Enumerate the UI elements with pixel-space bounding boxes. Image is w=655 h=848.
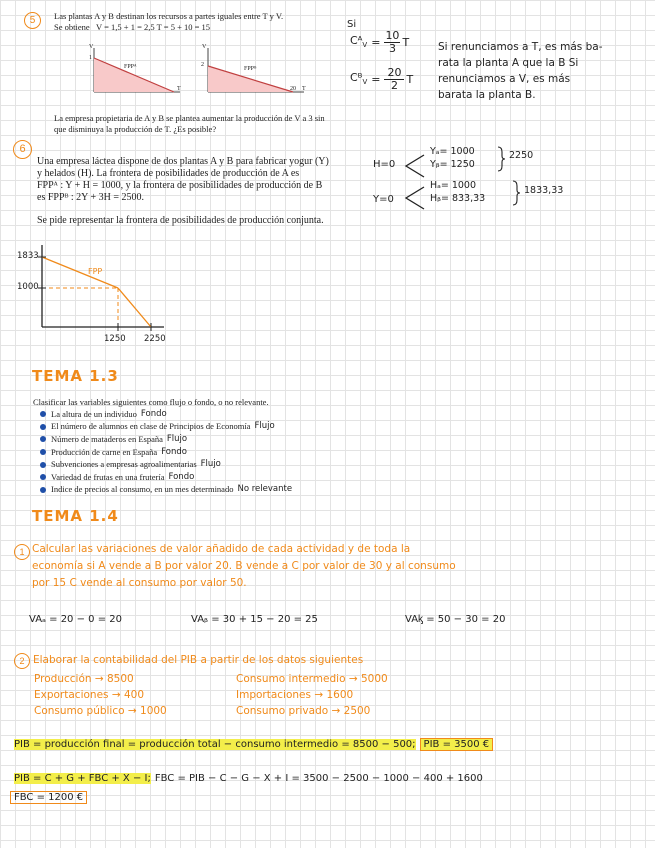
exercise-5-question: La empresa propietaria de A y B se plantea aumentar la producción de V a 3 sin que disminuya la producción de T. ¿Es posible? — [54, 113, 325, 134]
fpp-b-y-tick: 2 — [201, 62, 204, 68]
fpp-a-y-tick: 1 — [89, 55, 92, 61]
fpp-b-x-tick: 20 — [290, 86, 296, 92]
note-si: Si — [347, 19, 357, 30]
graph-x-end: 2250 — [144, 334, 166, 344]
data-right-column: Consumo intermedio → 5000 Importaciones → 1600 Consumo privado → 2500 — [236, 673, 388, 717]
tema-1-3-title: TEMA 1.3 — [32, 367, 119, 385]
sum-y-brace — [496, 146, 506, 172]
value-added-a: VAₐ = 20 − 0 = 20 — [29, 614, 122, 625]
pib-result: PIB = 3500 € — [420, 738, 494, 751]
fbc-calculation: PIB = C + G + FBC + X − I; FBC = PIB − C − G − X + I = 3500 − 2500 − 1000 − 400 + 1600 — [14, 773, 483, 784]
data-left-column: Producción → 8500 Exportaciones → 400 Consumo público → 1000 — [34, 673, 167, 717]
question-1-number: 1 — [14, 544, 30, 560]
pib-calculation: PIB = producción final = producción total − consumo intermedio = 8500 − 500; PIB = 3500 € — [14, 738, 493, 751]
list-item: Variedad de frutas en una frutería Fondo — [40, 471, 292, 484]
sum-h-brace — [511, 180, 521, 206]
h-zero-values: Yₐ= 1000 Yᵦ= 1250 — [430, 146, 475, 170]
tema-1-3-intro: Clasificar las variables siguientes como flujo o fondo, o no relevante. — [33, 397, 269, 407]
fpp-b-x-axis: T — [302, 86, 306, 92]
fpp-a-x-axis: T — [177, 86, 181, 92]
question-2-number: 2 — [14, 653, 30, 669]
list-item: Producción de carne en España Fondo — [40, 446, 292, 459]
sum-y: 2250 — [509, 150, 534, 161]
exercise-5-number: 5 — [24, 12, 41, 29]
tema-1-3-list — [40, 408, 292, 496]
fbc-result: FBC = 1200 € — [10, 791, 87, 804]
fpp-a-y-axis: V — [89, 44, 94, 50]
exercise-6-statement: Una empresa láctea dispone de dos plantas A y B para fabricar yogur (Y) y helados (H). La frontera de posibilidades de producción de A es FPPᴬ : Y + H = 1000, y la frontera de posibilidades de producción de B es FPPᴮ : 2Y + 3H = 2500. Se pide representar la frontera de posibilidades de producción conjunta. — [37, 156, 329, 226]
question-1-statement: Calcular las variaciones de valor añadido de cada actividad y de toda la economía si A vende a B por valor 20. B vende a C por valor de 30 y al consumo por 15 C vende al consumo por valor 50. — [32, 543, 456, 589]
list-item: Indice de precios al consumo, en un mes determinado No relevante — [40, 484, 292, 497]
question-2-title: Elaborar la contabilidad del PIB a partir de los datos siguientes — [33, 654, 364, 666]
graph-fpp-label: FPP — [88, 267, 103, 276]
value-added-c: VAᶄ = 50 − 30 = 20 — [405, 614, 506, 625]
h-zero: H=0 — [373, 159, 396, 170]
sum-h: 1833,33 — [524, 185, 564, 196]
y-zero: Y=0 — [373, 194, 394, 205]
opportunity-cost-a: Cᴬ$_V$ = $\frac{10}{3}$ T — [350, 28, 410, 55]
fpp-b-label: FPPᴮ — [244, 66, 257, 72]
y-zero-values: Hₐ= 1000 Hᵦ= 833,33 — [430, 180, 486, 204]
list-item: La altura de un individuo Fondo — [40, 408, 292, 421]
graph-x-mid: 1250 — [104, 334, 126, 344]
exercise-6-number: 6 — [13, 140, 32, 159]
fpp-a-label: FPPᴬ — [124, 64, 137, 70]
fpp-a-graph — [84, 44, 184, 100]
list-item: Número de mataderos en España Flujo — [40, 433, 292, 446]
y-zero-brace — [402, 184, 428, 212]
opportunity-cost-b: Cᴮ$_V$ = $\frac{20}{2}$ T — [350, 65, 414, 92]
graph-y-top: 1833 — [17, 251, 39, 261]
tema-1-4-title: TEMA 1.4 — [32, 507, 119, 525]
exercise-5-conclusion: Si renunciamos a T, es más ba- rata la planta A que la B Si renunciamos a V, es más barata la planta B. — [438, 41, 603, 101]
h-zero-brace — [402, 152, 428, 180]
list-item: El número de alumnos en clase de Principios de Economía Flujo — [40, 421, 292, 434]
fpp-b-y-axis: V — [202, 44, 207, 50]
list-item: Subvenciones a empresas agroalimentarias Flujo — [40, 458, 292, 471]
value-added-b: VAᵦ = 30 + 15 − 20 = 25 — [191, 614, 318, 625]
exercise-5-statement: Las plantas A y B destinan los recursos a partes iguales entre T y V. Se obtiene V = 1,5 + 1 = 2,5 T = 5 + 10 = 15 — [54, 11, 284, 32]
graph-y-mid: 1000 — [17, 282, 39, 292]
